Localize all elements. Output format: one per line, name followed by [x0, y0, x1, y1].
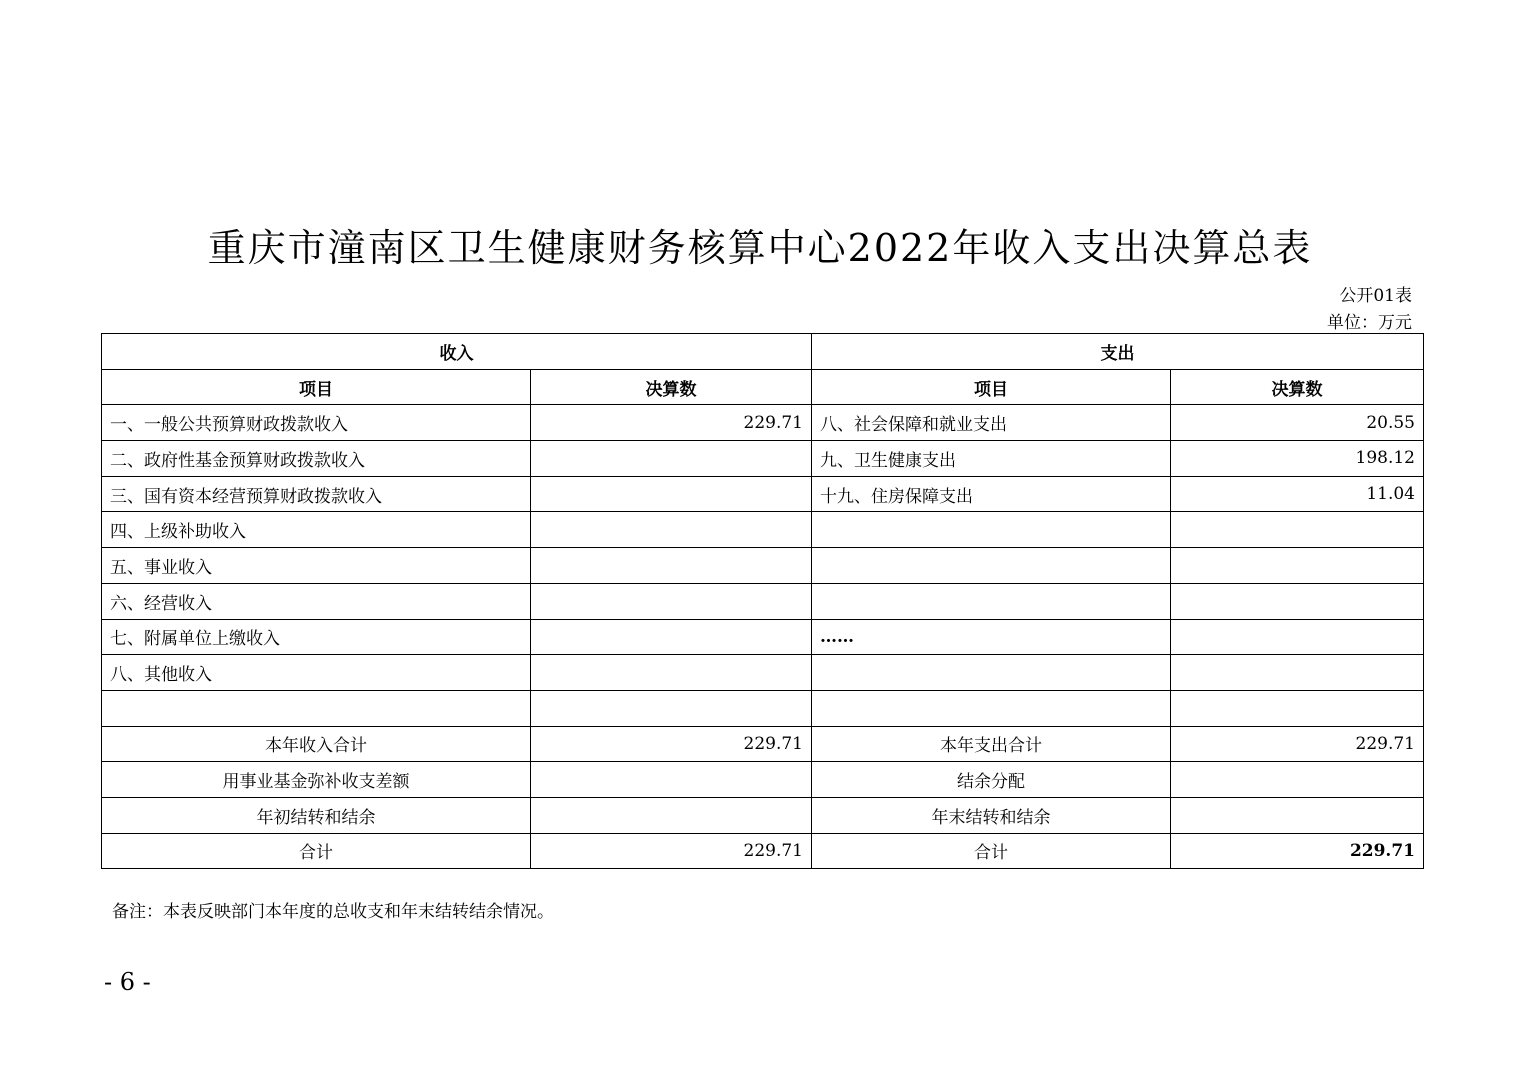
income-summary-amount — [531, 762, 812, 798]
expense-grand-total-label: 合计 — [812, 833, 1171, 869]
expense-amount — [1171, 583, 1424, 619]
income-amount-header: 决算数 — [531, 369, 812, 405]
income-total-label: 本年收入合计 — [102, 726, 531, 762]
expense-item — [812, 512, 1171, 548]
income-amount — [531, 690, 812, 726]
expense-summary-amount — [1171, 797, 1424, 833]
expense-item — [812, 583, 1171, 619]
income-amount — [531, 512, 812, 548]
expense-grand-total-amount: 229.71 — [1171, 833, 1424, 869]
income-amount — [531, 583, 812, 619]
table-code: 公开01表 — [1339, 286, 1412, 306]
table-row — [102, 690, 1424, 726]
income-item: 三、国有资本经营预算财政拨款收入 — [102, 476, 531, 512]
summary-row — [102, 762, 1424, 798]
income-item — [102, 690, 531, 726]
summary-row — [102, 797, 1424, 833]
expense-item — [812, 655, 1171, 691]
table-row — [102, 441, 1424, 477]
expense-amount — [1171, 512, 1424, 548]
page-number: - 6 - — [104, 968, 151, 996]
income-amount: 229.71 — [531, 405, 812, 441]
income-item: 七、附属单位上缴收入 — [102, 619, 531, 655]
income-item: 五、事业收入 — [102, 548, 531, 584]
table-row — [102, 655, 1424, 691]
income-item: 六、经营收入 — [102, 583, 531, 619]
column-header-row — [102, 369, 1424, 405]
page-title: 重庆市潼南区卫生健康财务核算中心2022年收入支出决算总表 — [207, 226, 1313, 270]
income-amount — [531, 548, 812, 584]
expense-amount: 198.12 — [1171, 441, 1424, 477]
table-row — [102, 583, 1424, 619]
expense-amount-header: 决算数 — [1171, 369, 1424, 405]
summary-row — [102, 726, 1424, 762]
expense-item: 十九、住房保障支出 — [812, 476, 1171, 512]
table-row — [102, 619, 1424, 655]
expense-summary-label: 年末结转和结余 — [812, 797, 1171, 833]
unit-label: 单位：万元 — [1327, 313, 1412, 333]
income-amount — [531, 476, 812, 512]
expense-item: 九、卫生健康支出 — [812, 441, 1171, 477]
expense-amount — [1171, 655, 1424, 691]
budget-table — [101, 333, 1424, 869]
expense-amount — [1171, 548, 1424, 584]
footnote: 备注：本表反映部门本年度的总收支和年末结转结余情况。 — [112, 902, 554, 922]
expense-amount — [1171, 690, 1424, 726]
income-item: 八、其他收入 — [102, 655, 531, 691]
table-row — [102, 476, 1424, 512]
expense-item-header: 项目 — [812, 369, 1171, 405]
expense-summary-amount — [1171, 762, 1424, 798]
expense-amount: 11.04 — [1171, 476, 1424, 512]
table-row — [102, 548, 1424, 584]
expense-summary-label: 结余分配 — [812, 762, 1171, 798]
income-summary-amount — [531, 797, 812, 833]
income-item: 二、政府性基金预算财政拨款收入 — [102, 441, 531, 477]
expense-total-label: 本年支出合计 — [812, 726, 1171, 762]
income-section-header: 收入 — [102, 334, 812, 370]
income-grand-total-label: 合计 — [102, 833, 531, 869]
income-summary-label: 年初结转和结余 — [102, 797, 531, 833]
income-grand-total-amount: 229.71 — [531, 833, 812, 869]
expense-amount: 20.55 — [1171, 405, 1424, 441]
income-item-header: 项目 — [102, 369, 531, 405]
grand-total-row — [102, 833, 1424, 869]
expense-section-header: 支出 — [812, 334, 1424, 370]
expense-item-ellipsis: …… — [812, 619, 1171, 655]
income-amount — [531, 655, 812, 691]
table-row — [102, 512, 1424, 548]
table-row — [102, 405, 1424, 441]
expense-item — [812, 548, 1171, 584]
expense-total-amount: 229.71 — [1171, 726, 1424, 762]
income-summary-label: 用事业基金弥补收支差额 — [102, 762, 531, 798]
expense-item — [812, 690, 1171, 726]
income-amount — [531, 441, 812, 477]
expense-item: 八、社会保障和就业支出 — [812, 405, 1171, 441]
income-amount — [531, 619, 812, 655]
expense-amount — [1171, 619, 1424, 655]
income-total-amount: 229.71 — [531, 726, 812, 762]
section-header-row — [102, 334, 1424, 370]
income-item: 一、一般公共预算财政拨款收入 — [102, 405, 531, 441]
income-item: 四、上级补助收入 — [102, 512, 531, 548]
